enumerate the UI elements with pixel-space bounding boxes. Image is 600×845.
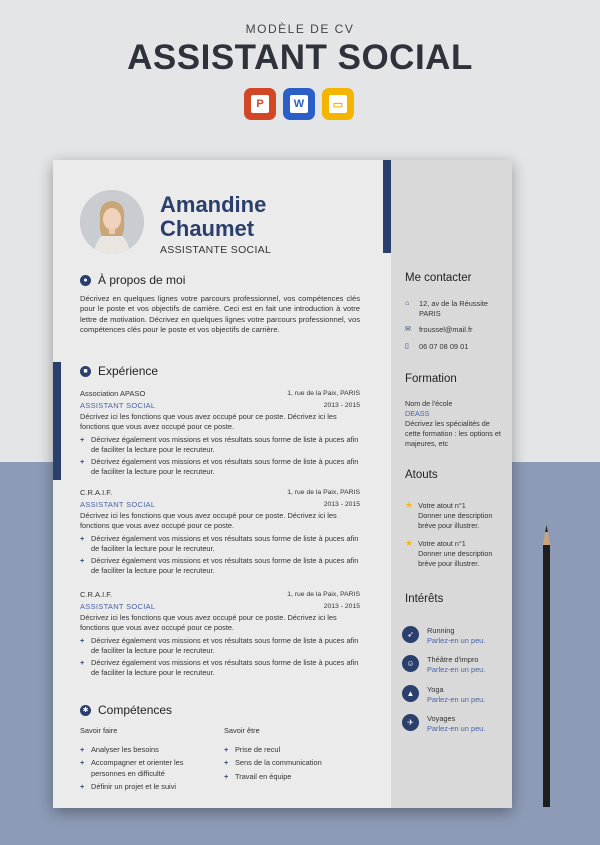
job-title: ASSISTANTE SOCIAL [160,244,272,256]
google-slides-icon[interactable] [322,88,354,120]
skill-item: + Analyser les besoins [80,745,210,755]
job-dates: 2013 - 2015 [323,501,360,508]
interest-item [402,685,485,705]
theater-icon: ☺ [402,655,419,672]
interest-sub: Parlez-en un peu. [427,636,486,645]
skill-item: + Définir un projet et le suivi [80,782,210,792]
interest-sub: Parlez-en un peu. [427,665,486,674]
powerpoint-icon[interactable] [244,88,276,120]
skills-savoir-etre [224,726,354,785]
plane-icon: ✈ [402,714,419,731]
address-line1: 12, av de la Réussite [419,299,489,308]
header-subtitle: MODÈLE DE CV [245,22,355,36]
job-description: Décrivez ici les fonctions que vous avez occupé pour ce poste. Décrivez ici les fonctions que vous avez occupé pour ce poste. [80,511,337,531]
about-section-header [80,273,185,287]
atout-name: Votre atout n°1 [418,501,466,510]
interest-name: Voyages [427,714,456,723]
first-name: Amandine [160,192,267,217]
formation-degree: DEASS [405,409,430,418]
interest-item [402,655,485,675]
experience-title: Expérience [98,364,159,378]
star-icon: ★ [405,500,414,510]
cv-sidebar [391,160,512,808]
phone-icon: ▯ [405,343,409,350]
interest-item [402,714,485,734]
job-dates: 2013 - 2015 [323,402,360,409]
google-slides-glyph: ▭ [329,95,347,113]
experience-section-header [80,364,158,378]
job-dates: 2013 - 2015 [323,603,360,610]
word-icon[interactable] [283,88,315,120]
interest-name: Yoga [427,685,444,694]
atout-name: Votre atout n°1 [418,539,466,548]
formation-description: Décrivez les spécialités de cette formation : les options et majeures, etc [405,419,501,448]
job-location: 1, rue de la Paix, PARIS [287,390,360,397]
person-icon: ● [80,275,91,286]
job-bullet: + Décrivez également vos missions et vos résultats sous forme de liste à puces afin de faciliter la lecture pour le recruteur. [80,658,360,679]
skills-section-header [80,703,172,717]
accent-bar-left [53,362,61,480]
skills-savoir-faire [80,726,210,795]
contact-title: Me contacter [405,272,472,284]
job-location: 1, rue de la Paix, PARIS [287,489,360,496]
word-letter: W [290,95,308,113]
skill-item: + Accompagner et orienter les personnes en difficulté [80,758,210,779]
contact-email [405,325,473,335]
home-icon: ⌂ [405,300,410,307]
atout-item [405,539,506,568]
job-position: ASSISTANT SOCIAL [80,500,156,509]
job-bullet: + Décrivez également vos missions et vos résultats sous forme de liste à puces afin de faciliter la lecture pour le recruteur. [80,457,360,478]
skills-column-title: Savoir être [224,726,260,735]
interests-title: Intérêts [405,593,444,605]
interest-sub: Parlez-en un peu. [427,695,486,704]
header-title: ASSISTANT SOCIAL [127,38,473,77]
formation-school: Nom de l'école [405,399,453,408]
about-text: Décrivez en quelques lignes votre parcours professionnel, vos compétences clés pour le poste et vos objectifs de carrière. Ceci est en fait une introduction à votre lettre de motivation. Décrivez en quelques lignes votre parcours professionnel, vos compétences clés pour le poste et vos objectifs de carrière. [80,294,360,335]
interest-name: Running [427,626,455,635]
email-text[interactable]: froussel@mail.fr [419,325,473,334]
powerpoint-letter: P [251,95,269,113]
gear-icon: ✱ [80,705,91,716]
formation-title: Formation [405,373,457,385]
last-name: Chaumet [160,216,255,241]
skills-column-title: Savoir faire [80,726,118,735]
job-bullet: + Décrivez également vos missions et vos résultats sous forme de liste à puces afin de faciliter la lecture pour le recruteur. [80,556,360,577]
accent-bar-top [383,160,391,253]
mountain-icon: ▲ [402,685,419,702]
phone-text: 06 07 08 09 01 [419,342,469,351]
job-bullet: + Décrivez également vos missions et vos résultats sous forme de liste à puces afin de faciliter la lecture pour le recruteur. [80,636,360,657]
skill-item: + Prise de recul [224,745,354,755]
job-position: ASSISTANT SOCIAL [80,602,156,611]
skill-item: + Travail en équipe [224,772,354,782]
formation-details [405,399,505,449]
pencil-decoration [542,525,551,807]
experience-item [80,487,360,579]
job-company: Association APASO [80,389,146,398]
running-icon: ➶ [402,626,419,643]
skill-item: + Sens de la communication [224,758,354,768]
cv-sheet [53,160,512,808]
star-icon: ★ [405,538,414,548]
job-position: ASSISTANT SOCIAL [80,401,156,410]
address-line2: PARIS [419,309,441,318]
interest-item [402,626,485,646]
contact-address [405,299,488,319]
atout-item [405,501,506,530]
job-description: Décrivez ici les fonctions que vous avez occupé pour ce poste. Décrivez ici les fonctions que vous avez occupé pour ce poste. [80,412,337,432]
atouts-title: Atouts [405,469,438,481]
profile-photo [80,190,144,254]
job-bullet: + Décrivez également vos missions et vos résultats sous forme de liste à puces afin de faciliter la lecture pour le recruteur. [80,534,360,555]
interest-sub: Parlez-en un peu. [427,724,486,733]
mail-icon: ✉ [405,326,411,333]
experience-item [80,388,360,480]
atout-description: Donner une description brève pour illustrer. [418,548,493,568]
job-location: 1, rue de la Paix, PARIS [287,591,360,598]
job-company: C.R.A.I.F. [80,488,113,497]
job-description: Décrivez ici les fonctions que vous avez occupé pour ce poste. Décrivez ici les fonctions que vous avez occupé pour ce poste. [80,613,337,633]
briefcase-icon: ■ [80,366,91,377]
skills-title: Compétences [98,703,173,717]
experience-item [80,589,360,681]
job-company: C.R.A.I.F. [80,590,113,599]
contact-phone [405,342,468,352]
atout-description: Donner une description brève pour illustrer. [418,510,493,530]
job-bullet: + Décrivez également vos missions et vos résultats sous forme de liste à puces afin de faciliter la lecture pour le recruteur. [80,435,360,456]
app-icons [244,88,354,120]
about-title: À propos de moi [98,273,186,287]
interest-name: Théâtre d'impro [427,655,479,664]
